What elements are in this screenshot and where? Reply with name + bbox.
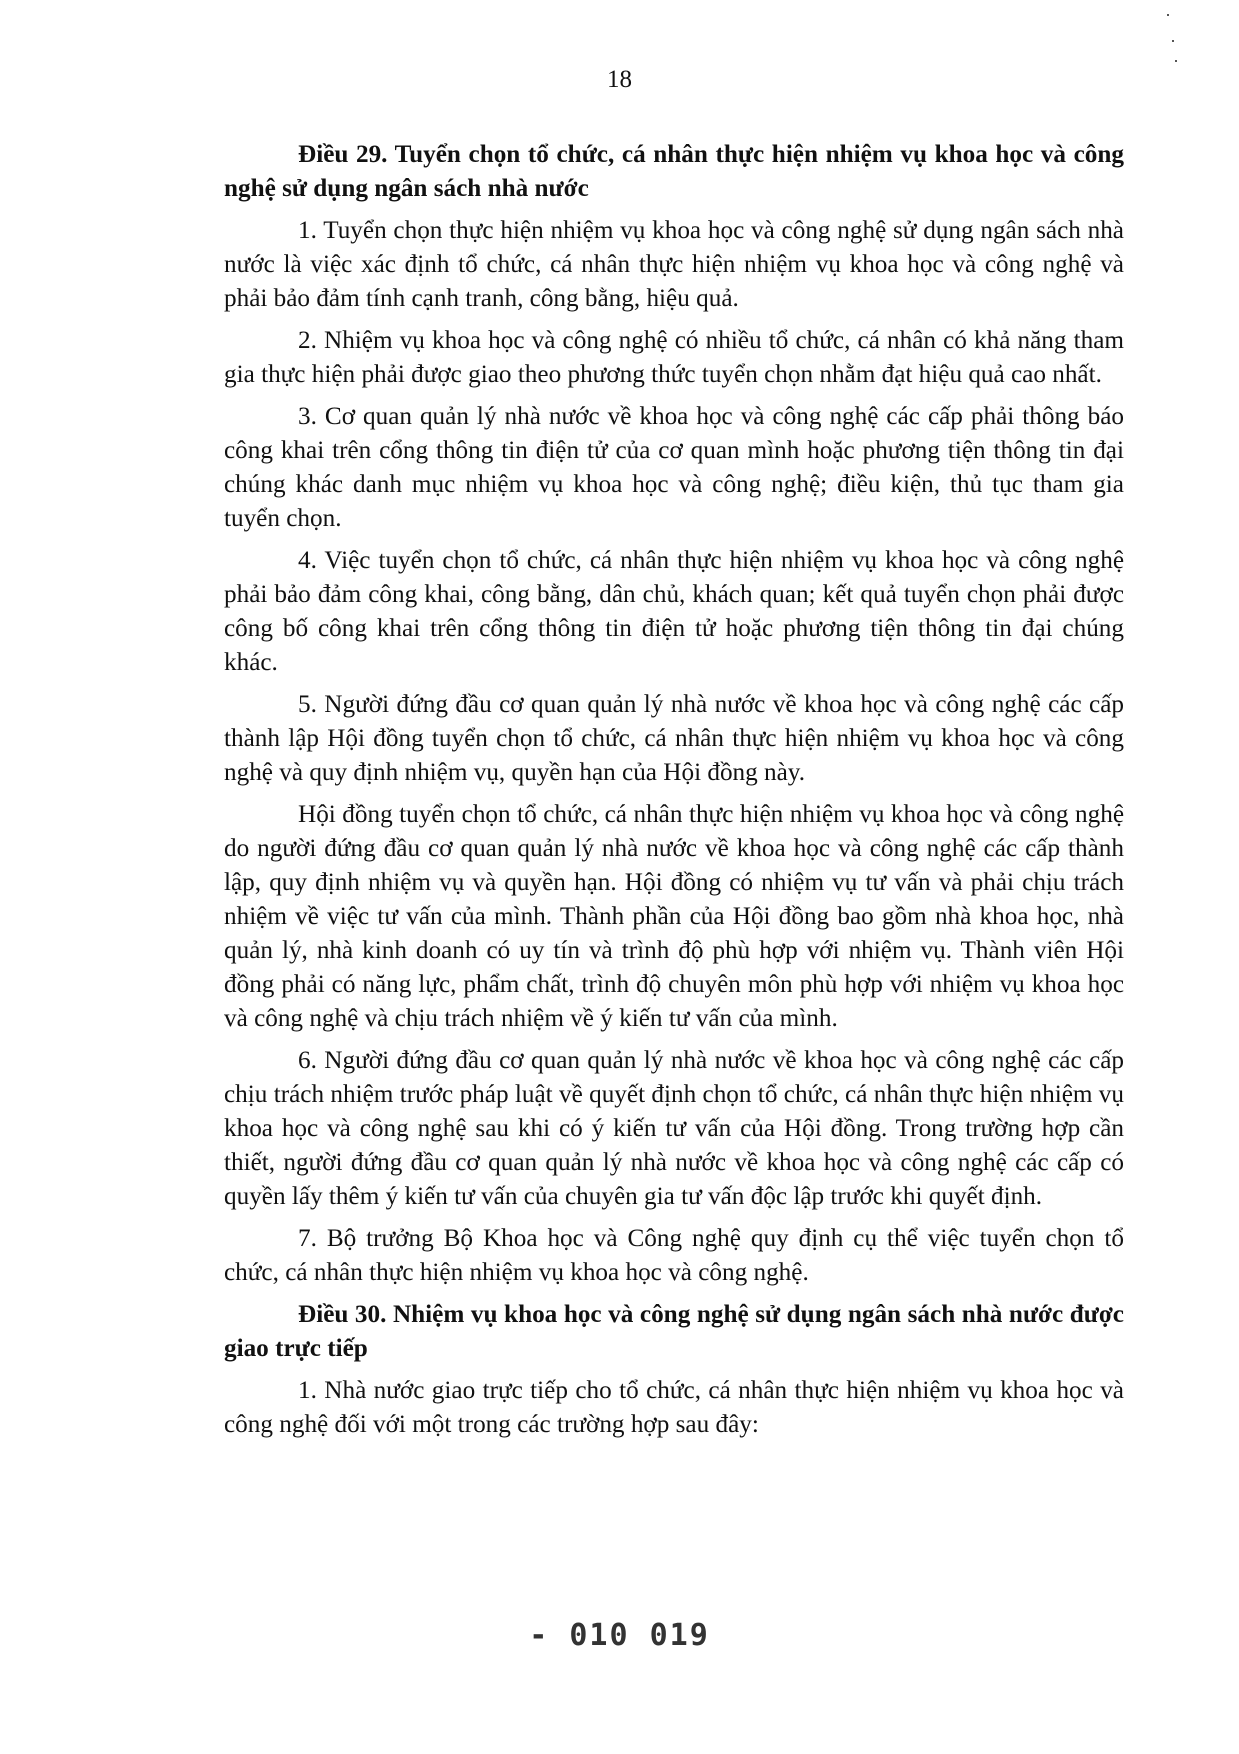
article-29-paragraph-4: 4. Việc tuyển chọn tổ chức, cá nhân thực hiện nhiệm vụ khoa học và công nghệ phải bảo đảm công khai, công bằng, dân chủ, khách quan; kết quả tuyển chọn phải được công bố công khai trên cổng thông tin điện tử hoặc phương tiện thông tin đại chúng khác. — [224, 547, 1124, 676]
scan-speck — [1172, 40, 1174, 42]
article-30-title: Điều 30. Nhiệm vụ khoa học và công nghệ sử dụng ngân sách nhà nước được giao trực tiếp — [224, 1301, 1124, 1362]
article-29-paragraph-3: 3. Cơ quan quản lý nhà nước về khoa học và công nghệ các cấp phải thông báo công khai trên cổng thông tin điện tử của cơ quan mình hoặc phương tiện thông tin đại chúng khác danh mục nhiệm vụ khoa học và công nghệ; điều kiện, thủ tục tham gia tuyển chọn. — [224, 403, 1124, 532]
document-stamp-number: - 010 019 — [529, 1618, 710, 1653]
article-29-paragraph-5: 5. Người đứng đầu cơ quan quản lý nhà nước về khoa học và công nghệ các cấp thành lập Hội đồng tuyển chọn tổ chức, cá nhân thực hiện nhiệm vụ khoa học và công nghệ và quy định nhiệm vụ, quyền hạn của Hội đồng này. — [224, 691, 1124, 786]
article-30-paragraph-1: 1. Nhà nước giao trực tiếp cho tổ chức, cá nhân thực hiện nhiệm vụ khoa học và công nghệ đối với một trong các trường hợp sau đây: — [224, 1377, 1124, 1438]
scan-speck — [1167, 14, 1169, 16]
page-number: 18 — [607, 66, 632, 93]
article-29-paragraph-5-council: Hội đồng tuyển chọn tổ chức, cá nhân thực hiện nhiệm vụ khoa học và công nghệ do người đứng đầu cơ quan quản lý nhà nước về khoa học và công nghệ các cấp thành lập, quy định nhiệm vụ và quyền hạn. Hội đồng có nhiệm vụ tư vấn và phải chịu trách nhiệm về việc tư vấn của mình. Thành phần của Hội đồng bao gồm nhà khoa học, nhà quản lý, nhà kinh doanh có uy tín và trình độ phù hợp với nhiệm vụ. Thành viên Hội đồng phải có năng lực, phẩm chất, trình độ chuyên môn phù hợp với nhiệm vụ khoa học và công nghệ và chịu trách nhiệm về ý kiến tư vấn của mình. — [224, 801, 1124, 1032]
document-body — [224, 138, 1124, 1450]
article-29-paragraph-6: 6. Người đứng đầu cơ quan quản lý nhà nước về khoa học và công nghệ các cấp chịu trách nhiệm trước pháp luật về quyết định chọn tổ chức, cá nhân thực hiện nhiệm vụ khoa học và công nghệ sau khi có ý kiến tư vấn của Hội đồng. Trong trường hợp cần thiết, người đứng đầu cơ quan quản lý nhà nước về khoa học và công nghệ các cấp có quyền lấy thêm ý kiến tư vấn của chuyên gia tư vấn độc lập trước khi quyết định. — [224, 1047, 1124, 1210]
scan-speck — [1175, 60, 1177, 62]
article-29-paragraph-2: 2. Nhiệm vụ khoa học và công nghệ có nhiều tổ chức, cá nhân có khả năng tham gia thực hiện phải được giao theo phương thức tuyển chọn nhằm đạt hiệu quả cao nhất. — [224, 327, 1124, 388]
article-29-paragraph-1: 1. Tuyển chọn thực hiện nhiệm vụ khoa học và công nghệ sử dụng ngân sách nhà nước là việc xác định tổ chức, cá nhân thực hiện nhiệm vụ khoa học và công nghệ và phải bảo đảm tính cạnh tranh, công bằng, hiệu quả. — [224, 217, 1124, 312]
article-29-title: Điều 29. Tuyển chọn tổ chức, cá nhân thực hiện nhiệm vụ khoa học và công nghệ sử dụng ngân sách nhà nước — [224, 141, 1124, 202]
article-29-paragraph-7: 7. Bộ trưởng Bộ Khoa học và Công nghệ quy định cụ thể việc tuyển chọn tổ chức, cá nhân thực hiện nhiệm vụ khoa học và công nghệ. — [224, 1225, 1124, 1286]
